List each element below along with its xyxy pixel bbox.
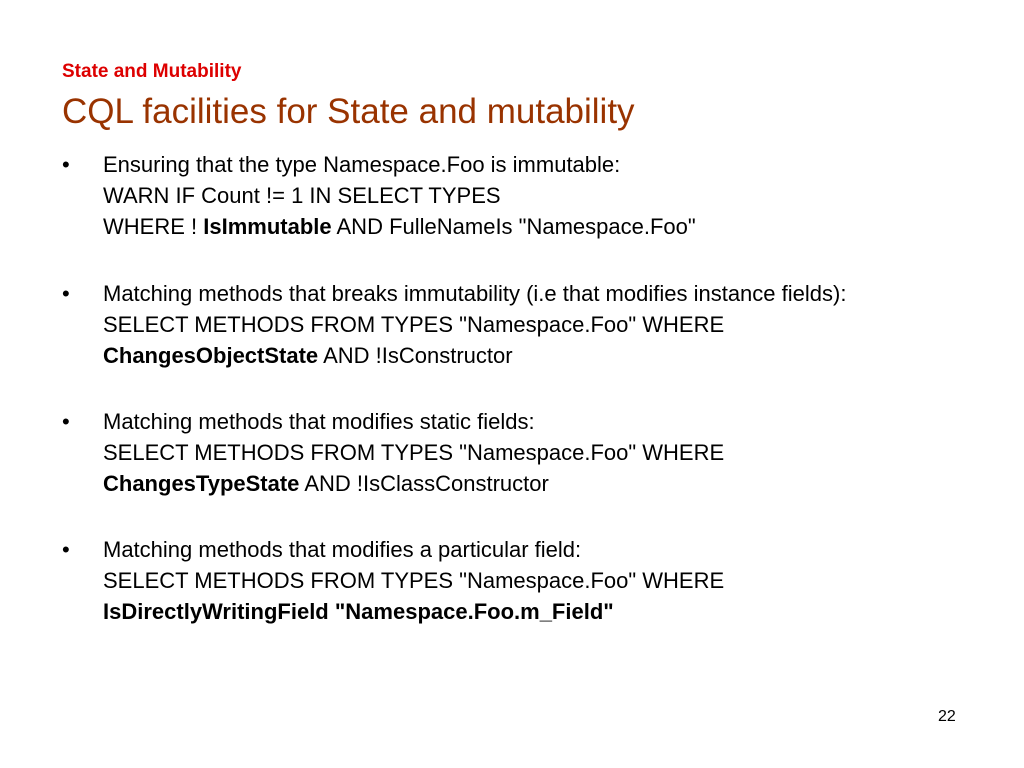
bullet-item <box>62 152 982 178</box>
query-line <box>62 343 982 369</box>
query-keyword: ChangesObjectState <box>103 343 319 368</box>
query-keyword: IsDirectlyWritingField "Namespace.Foo.m_Field" <box>103 599 614 624</box>
slide-title: CQL facilities for State and mutability <box>62 92 635 131</box>
bullet-text: Matching methods that modifies a particular field: <box>103 537 582 562</box>
query-line <box>62 599 982 625</box>
query-line: SELECT METHODS FROM TYPES "Namespace.Foo" WHERE <box>103 312 725 337</box>
query-text: AND !IsConstructor <box>318 343 513 368</box>
bullet-item <box>62 409 982 435</box>
bullet-item <box>62 537 982 563</box>
query-line: SELECT METHODS FROM TYPES "Namespace.Foo" WHERE <box>103 440 725 465</box>
query-line <box>62 214 982 240</box>
bullet-text: Matching methods that modifies static fields: <box>103 409 535 434</box>
query-text: AND !IsClassConstructor <box>299 471 549 496</box>
bullet-icon: • <box>62 152 70 177</box>
bullet-item <box>62 281 982 307</box>
bullet-text: Matching methods that breaks immutability (i.e that modifies instance fields): <box>103 281 847 306</box>
query-keyword: IsImmutable <box>203 214 332 239</box>
query-keyword: ChangesTypeState <box>103 471 300 496</box>
bullet-icon: • <box>62 409 70 434</box>
bullet-list <box>62 152 982 625</box>
bullet-icon: • <box>62 537 70 562</box>
query-line <box>62 471 982 497</box>
query-line: WARN IF Count != 1 IN SELECT TYPES <box>103 183 501 208</box>
page-number: 22 <box>938 708 956 725</box>
query-text: AND FulleNameIs "Namespace.Foo" <box>331 214 696 239</box>
section-title: State and Mutability <box>62 61 242 82</box>
query-line: SELECT METHODS FROM TYPES "Namespace.Foo" WHERE <box>103 568 725 593</box>
query-text: WHERE ! <box>103 214 204 239</box>
bullet-text: Ensuring that the type Namespace.Foo is immutable: <box>103 152 621 177</box>
bullet-icon: • <box>62 281 70 306</box>
